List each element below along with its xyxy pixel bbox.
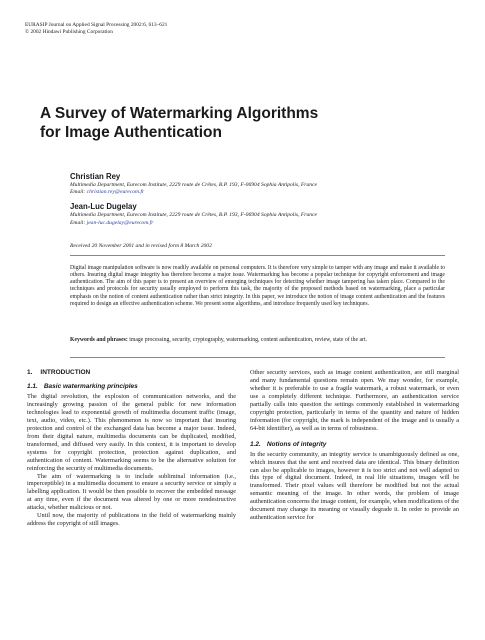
subsection-title: Basic watermarking principles	[43, 383, 138, 390]
subsection-title: Notions of integrity	[266, 440, 327, 448]
divider-bottom	[70, 357, 445, 358]
paragraph: The digital revolution, the explosion of communication networks, and the increasingly growing passion of the general public for new information technologies lead to exponential growth of multimedia document traffic (image, text, audio, video, etc.). This phenomenon is now so important that insuring protection and control of the exchanged data has become a major issue. Indeed, from their digital nature, multimedia documents can be duplicated, modified, transformed, and diffused very easily. In this context, it is important to develop systems for copyright protection, protection against duplication, and authentication of content. Watermarking seems to be the alternative solution for reinforcing the security of multimedia documents.	[27, 393, 236, 472]
author-email-link[interactable]: christian.rey@eurecom.fr	[86, 189, 145, 196]
section-title: INTRODUCTION	[40, 369, 91, 376]
author-email-line	[70, 220, 470, 227]
keywords-text: image processing, security, cryptography, watermarking, content authentication, review, state of the art.	[129, 337, 368, 343]
author-2	[70, 202, 470, 226]
author-1	[70, 172, 470, 196]
left-column	[27, 369, 236, 528]
author-affiliation: Multimedia Department, Eurecom Institute, 2229 route de Crêtes, B.P. 193, F-06904 Sophia Antipolis, France	[70, 212, 318, 219]
abstract: Digital image manipulation software is now readily available on personal computers. It is therefore very simple to tamper with any image and make it available to others. Insuring digital image integrity has therefore become a major issue. Watermarking has become a popular technique for copyright enforcement and image authentication. The aim of this paper is to present an overview of emerging techniques for detecting whether image tampering has taken place. Compared to the techniques and protocols for security usually employed to perform this task, the majority of the proposed methods based on watermarking, place a particular emphasis on the notion of content authentication rather than strict integrity. In this paper, we introduce the notion of image content authentication and the features required to design an effective authentication scheme. We present some algorithms, and introduce frequently used key techniques.	[70, 265, 445, 307]
keywords	[70, 337, 445, 344]
email-label: Email:	[70, 219, 86, 226]
author-list	[70, 172, 470, 233]
paper-title	[40, 104, 460, 142]
subsection-heading	[27, 383, 236, 391]
paragraph: The aim of watermarking is to include subliminal information (i.e., imperceptible) in a multimedia document to ensure a security service or simply a labelling application. It would be then possible to recover the embedded message at any time, even if the document was altered by one or more nondestructive attacks, whether malicious or not.	[27, 472, 236, 512]
journal-header	[25, 22, 167, 36]
subsection-number: 1.2.	[250, 440, 261, 448]
divider-top	[70, 255, 445, 256]
paragraph: In the security community, an integrity service is unambiguously defined as one, which insures that the sent and received data are identical. This binary definition can also be applicable to images, however it is too strict and not well adapted to this type of digital document. Indeed, in real life situations, images will be transformed. Their pixel values will therefore be modified but not the actual semantic meaning of the image. In other words, the problem of image authentication concerns the image content, for example, when modifications of the document may change its meaning or visually degrade it. In order to provide an authentication service for	[250, 450, 459, 522]
subsection-number: 1.1.	[27, 383, 38, 390]
keywords-label: Keywords and phrases:	[70, 337, 128, 343]
author-email-link[interactable]: jean-luc.dugelay@eurecom.fr	[86, 219, 154, 226]
author-email-line	[70, 189, 470, 196]
title-line-1: A Survey of Watermarking Algorithms	[40, 105, 319, 122]
section-number: 1.	[27, 369, 33, 376]
right-column	[250, 369, 459, 522]
received-date: Received 20 November 2001 and in revised form 8 March 2002	[70, 243, 212, 249]
journal-citation: EURASIP Journal on Applied Signal Processing 2002:6, 613–621	[25, 22, 168, 28]
subsection-heading	[250, 441, 459, 449]
email-label: Email:	[70, 189, 86, 196]
author-name: Christian Rey	[70, 172, 121, 181]
title-line-2: for Image Authentication	[40, 124, 222, 141]
author-name: Jean-Luc Dugelay	[70, 202, 137, 212]
copyright-notice: © 2002 Hindawi Publishing Corporation	[25, 29, 113, 35]
paragraph: Other security services, such as image content authentication, are still marginal and many fundamental questions remain open. We may wonder, for example, whether it is preferable to use a fragile watermark, a robust watermark, or even use a completely different technique. Furthermore, an authentication service partially calls into question the settings commonly established in watermarking copyright protection, particularly in terms of the quantity and nature of hidden information (for copyright, the mark is independent of the image and is usually a 64-bit identifier), as well as in terms of robustness.	[250, 369, 459, 432]
paragraph: Until now, the majority of publications in the field of watermarking mainly address the copyright of still images.	[27, 512, 236, 528]
section-heading-introduction	[27, 369, 236, 377]
author-affiliation: Multimedia Department, Eurecom Institute, 2229 route de Crêtes, B.P. 193, F-06904 Sophia Antipolis, France	[70, 182, 318, 188]
